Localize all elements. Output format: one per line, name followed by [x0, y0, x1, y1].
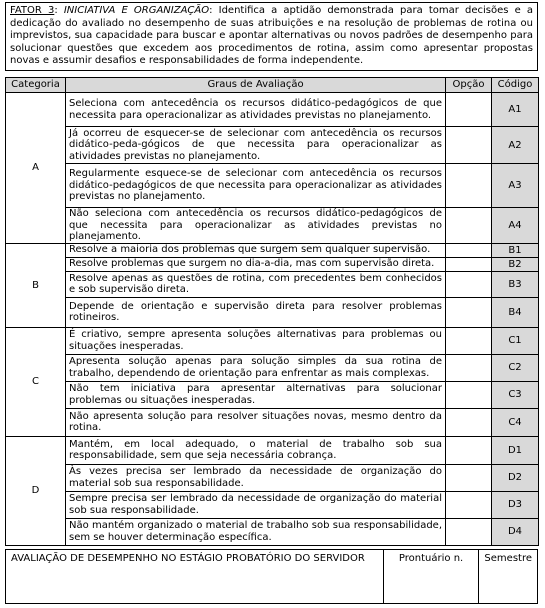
option-cell[interactable] — [446, 381, 492, 408]
code-cell: A2 — [492, 127, 539, 164]
code-cell: B1 — [492, 243, 539, 257]
table-header-row — [6, 78, 539, 93]
option-cell[interactable] — [446, 243, 492, 257]
grade-description: Às vezes precisa ser lembrado da necessidade de organização do material sob sua responsabilidade. — [66, 464, 446, 491]
grade-description: Mantém, em local adequado, o material de trabalho sob sua responsabilidade, sem que seja necessária cobrança. — [66, 436, 446, 464]
column-header-graus: Graus de Avaliação — [66, 78, 446, 93]
option-cell[interactable] — [446, 436, 492, 464]
footer-title: AVALIAÇÃO DE DESEMPENHO NO ESTÁGIO PROBATÓRIO DO SERVIDOR — [6, 550, 384, 603]
table-row — [6, 208, 539, 244]
grade-description: Resolve a maioria dos problemas que surgem sem qualquer supervisão. — [66, 243, 446, 257]
option-cell[interactable] — [446, 127, 492, 164]
grade-description: É criativo, sempre apresenta soluções alternativas para problemas ou situações inesperadas. — [66, 327, 446, 354]
category-cell-a: A — [6, 93, 66, 244]
grade-description: Seleciona com antecedência os recursos didático-pedagógicos de que necessita para operacionalizar as atividades previstas no planejamento. — [66, 93, 446, 127]
grade-description: Resolve problemas que surgem no dia-a-dia, mas com supervisão direta. — [66, 257, 446, 271]
grade-description: Apresenta solução apenas para solução simples da sua rotina de trabalho, dependendo de orientação para enfrentar as mais complexas. — [66, 354, 446, 381]
option-cell[interactable] — [446, 518, 492, 545]
prontuario-label: Prontuário n. — [398, 553, 464, 564]
column-header-codigo: Código — [492, 78, 539, 93]
table-row — [6, 271, 539, 297]
category-cell-c: C — [6, 327, 66, 436]
table-row — [6, 518, 539, 545]
code-cell: C2 — [492, 354, 539, 381]
grade-description: Sempre precisa ser lembrado da necessidade de organização do material sob sua responsabilidade. — [66, 491, 446, 518]
grade-description: Resolve apenas as questões de rotina, com precedentes bem conhecidos e sob supervisão direta. — [66, 271, 446, 297]
option-cell[interactable] — [446, 297, 492, 327]
option-cell[interactable] — [446, 491, 492, 518]
code-cell: B3 — [492, 271, 539, 297]
code-cell: A1 — [492, 93, 539, 127]
semestre-label: Semestre — [484, 553, 532, 564]
table-row — [6, 436, 539, 464]
option-cell[interactable] — [446, 327, 492, 354]
factor-title: INICIATIVA E ORGANIZAÇÃO — [63, 5, 210, 16]
option-cell[interactable] — [446, 354, 492, 381]
table-row — [6, 354, 539, 381]
table-row — [6, 408, 539, 436]
option-cell[interactable] — [446, 208, 492, 244]
option-cell[interactable] — [446, 408, 492, 436]
table-row — [6, 164, 539, 208]
prontuario-field[interactable] — [384, 550, 480, 603]
column-header-categoria: Categoria — [6, 78, 66, 93]
code-cell: B4 — [492, 297, 539, 327]
code-cell: C4 — [492, 408, 539, 436]
table-row — [6, 491, 539, 518]
table-row — [6, 127, 539, 164]
table-row — [6, 297, 539, 327]
grade-description: Não apresenta solução para resolver situações novas, mesmo dentro da rotina. — [66, 408, 446, 436]
option-cell[interactable] — [446, 464, 492, 491]
option-cell[interactable] — [446, 271, 492, 297]
column-header-opcao: Opção — [446, 78, 492, 93]
grade-description: Não seleciona com antecedência os recursos didático-pedagógicos de que necessita para operacionalizar as atividades previstas no planejamento. — [66, 208, 446, 244]
evaluation-table — [5, 77, 539, 546]
code-cell: D1 — [492, 436, 539, 464]
code-cell: D3 — [492, 491, 539, 518]
factor-description: Identifica a aptidão demonstrada para tomar decisões e a dedicação do avaliado no desempenho de suas atribuições e na resolução de problemas de rotina ou imprevistos, sua capacidade para buscar e apontar alternativas ou novos padrões de desempenho para solucionar questões que excedem aos procedimentos de rotina, assim como apresentar propostas novas e assumir desafios e responsabilidades de forma independente. — [10, 5, 533, 66]
option-cell[interactable] — [446, 93, 492, 127]
table-body — [6, 93, 539, 546]
table-row — [6, 93, 539, 127]
factor-label: FATOR 3 — [10, 5, 55, 16]
category-cell-b: B — [6, 243, 66, 327]
factor-colon: : — [54, 5, 64, 16]
table-row — [6, 243, 539, 257]
code-cell: D4 — [492, 518, 539, 545]
code-cell: C3 — [492, 381, 539, 408]
option-cell[interactable] — [446, 257, 492, 271]
code-cell: A4 — [492, 208, 539, 244]
table-row — [6, 464, 539, 491]
grade-description: Depende de orientação e supervisão direta para resolver problemas rotineiros. — [66, 297, 446, 327]
table-row — [6, 257, 539, 271]
grade-description: Não tem iniciativa para apresentar alternativas para solucionar problemas ou situações inesperadas. — [66, 381, 446, 408]
table-row — [6, 381, 539, 408]
table-row — [6, 327, 539, 354]
category-cell-d: D — [6, 436, 66, 545]
factor-title-colon: : — [209, 5, 219, 16]
factor-header — [5, 2, 538, 71]
grade-description: Regularmente esquece-se de selecionar com antecedência os recursos didático-pedagógicos de que necessita para operacionalizar as atividades previstas no planejamento. — [66, 164, 446, 208]
form-footer — [5, 549, 538, 604]
grade-description: Não mantém organizado o material de trabalho sob sua responsabilidade, sem se houver determinação específica. — [66, 518, 446, 545]
code-cell: B2 — [492, 257, 539, 271]
code-cell: A3 — [492, 164, 539, 208]
option-cell[interactable] — [446, 164, 492, 208]
grade-description: Já ocorreu de esquecer-se de selecionar com antecedência os recursos didático-peda-gógicos de que necessita para operacionalizar as atividades previstas no planejamento. — [66, 127, 446, 164]
semestre-field[interactable] — [479, 550, 537, 603]
code-cell: D2 — [492, 464, 539, 491]
code-cell: C1 — [492, 327, 539, 354]
